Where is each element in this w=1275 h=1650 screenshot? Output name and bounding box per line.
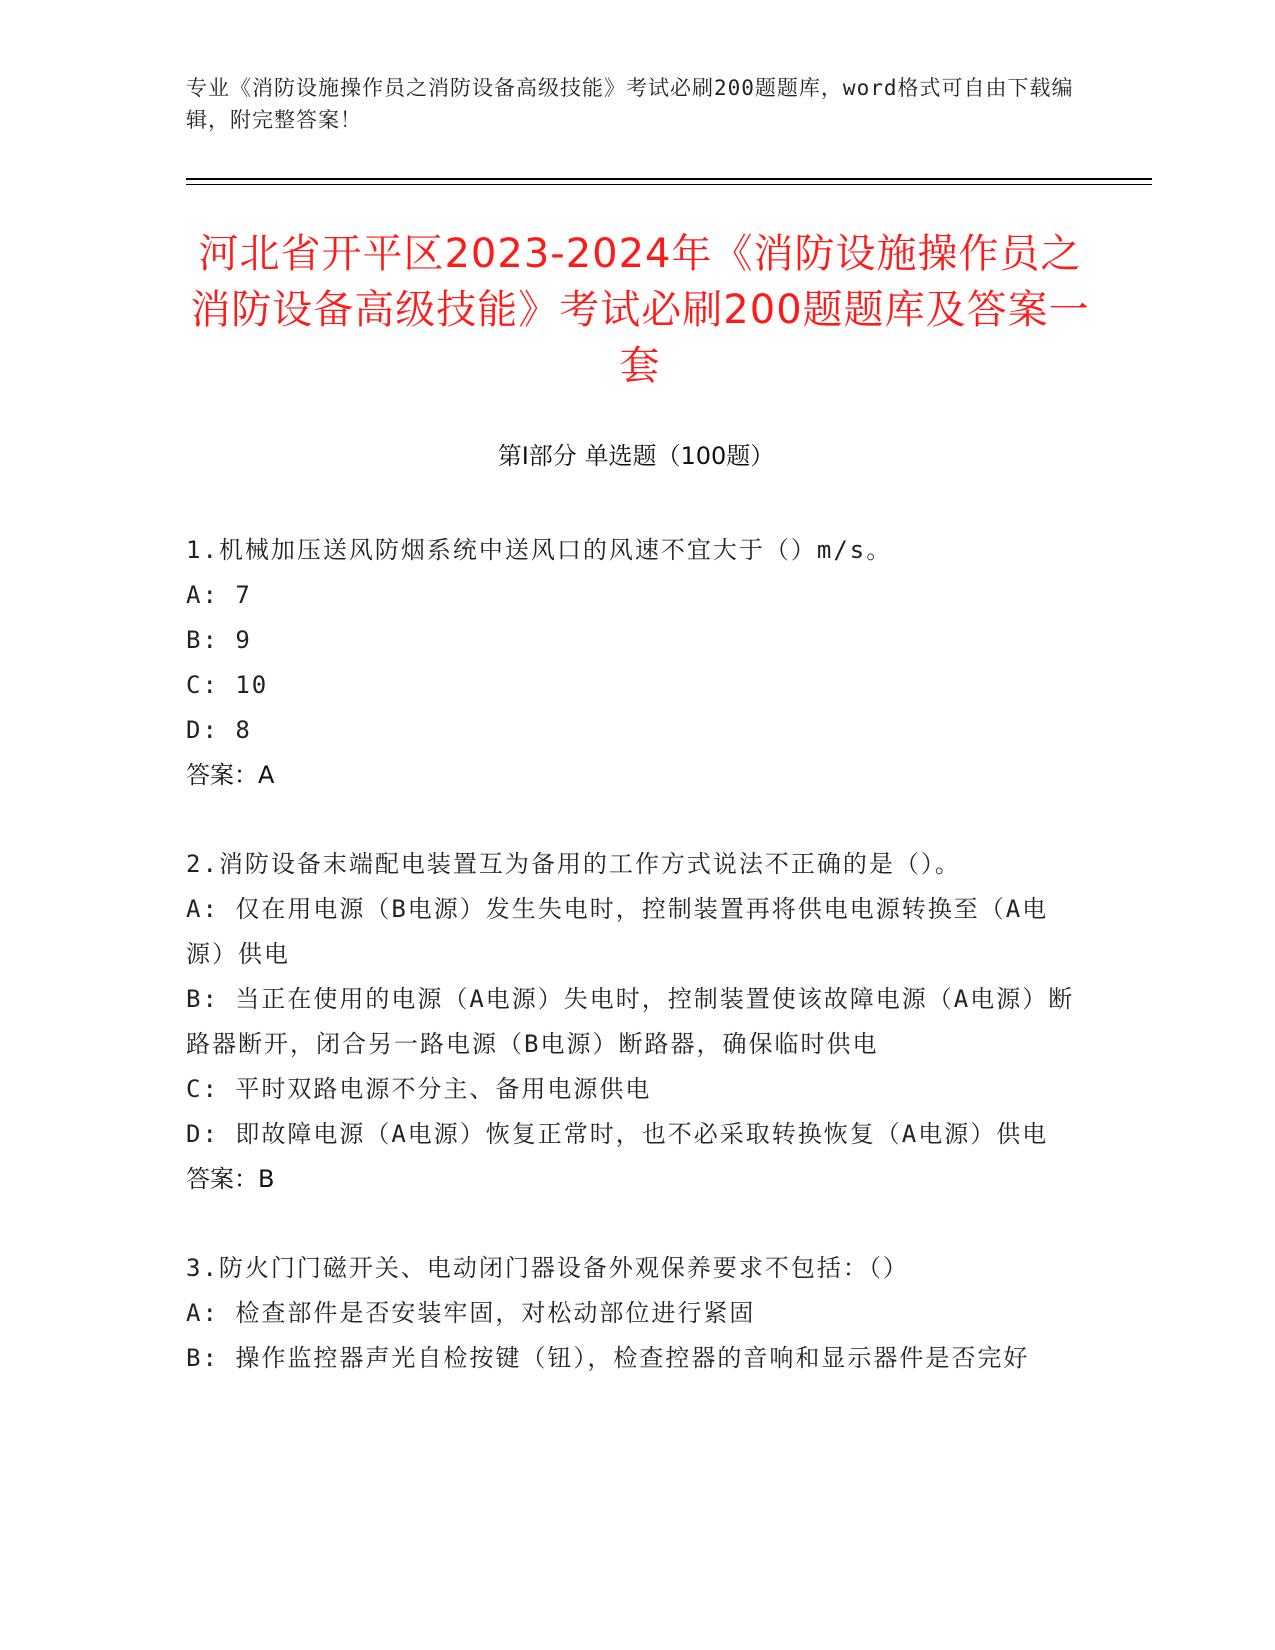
option-d: D: 即故障电源（A电源）恢复正常时，也不必采取转换恢复（A电源）供电 [186,1120,1049,1148]
question-stem: 2.消防设备末端配电装置互为备用的工作方式说法不正确的是（）。 [186,850,961,878]
question-list [186,528,1086,1425]
question-item [186,528,1086,798]
option-a: A: 7 [186,581,252,609]
option-a: A: 仅在用电源（B电源）发生失电时，控制装置再将供电电源转换至（A电源）供电 [186,895,1049,968]
option-b: B: 当正在使用的电源（A电源）失电时，控制装置使该故障电源（A电源）断路器断开，闭合另一路电源（B电源）断路器，确保临时供电 [186,985,1075,1058]
option-c: C: 10 [186,671,269,699]
option-b: B: 9 [186,626,252,654]
question-item [186,1246,1086,1381]
option-b: B: 操作监控器声光自检按键（钮），检查控器的音响和显示器件是否完好 [186,1344,1030,1372]
option-a: A: 检查部件是否安装牢固，对松动部位进行紧固 [186,1299,756,1327]
section-heading: 第I部分 单选题（100题） [497,442,775,470]
answer-label: 答案：B [186,1165,275,1193]
header-divider-thin [186,184,1152,185]
question-stem: 1.机械加压送风防烟系统中送风口的风速不宜大于（）m/s。 [186,536,893,564]
document-title: 河北省开平区2023-2024年《消防设施操作员之消防设备高级技能》考试必刷200题题库及答案一套 [190,231,1090,389]
question-stem: 3.防火门门磁开关、电动闭门器设备外观保养要求不包括：（） [186,1254,909,1282]
option-c: C: 平时双路电源不分主、备用电源供电 [186,1075,652,1103]
header-divider-thick [186,178,1152,180]
question-item [186,842,1086,1202]
header-note: 专业《消防设施操作员之消防设备高级技能》考试必刷200题题库，word格式可自由下载编辑，附完整答案！ [186,76,1074,132]
answer-label: 答案：A [186,761,275,789]
option-d: D: 8 [186,716,252,744]
